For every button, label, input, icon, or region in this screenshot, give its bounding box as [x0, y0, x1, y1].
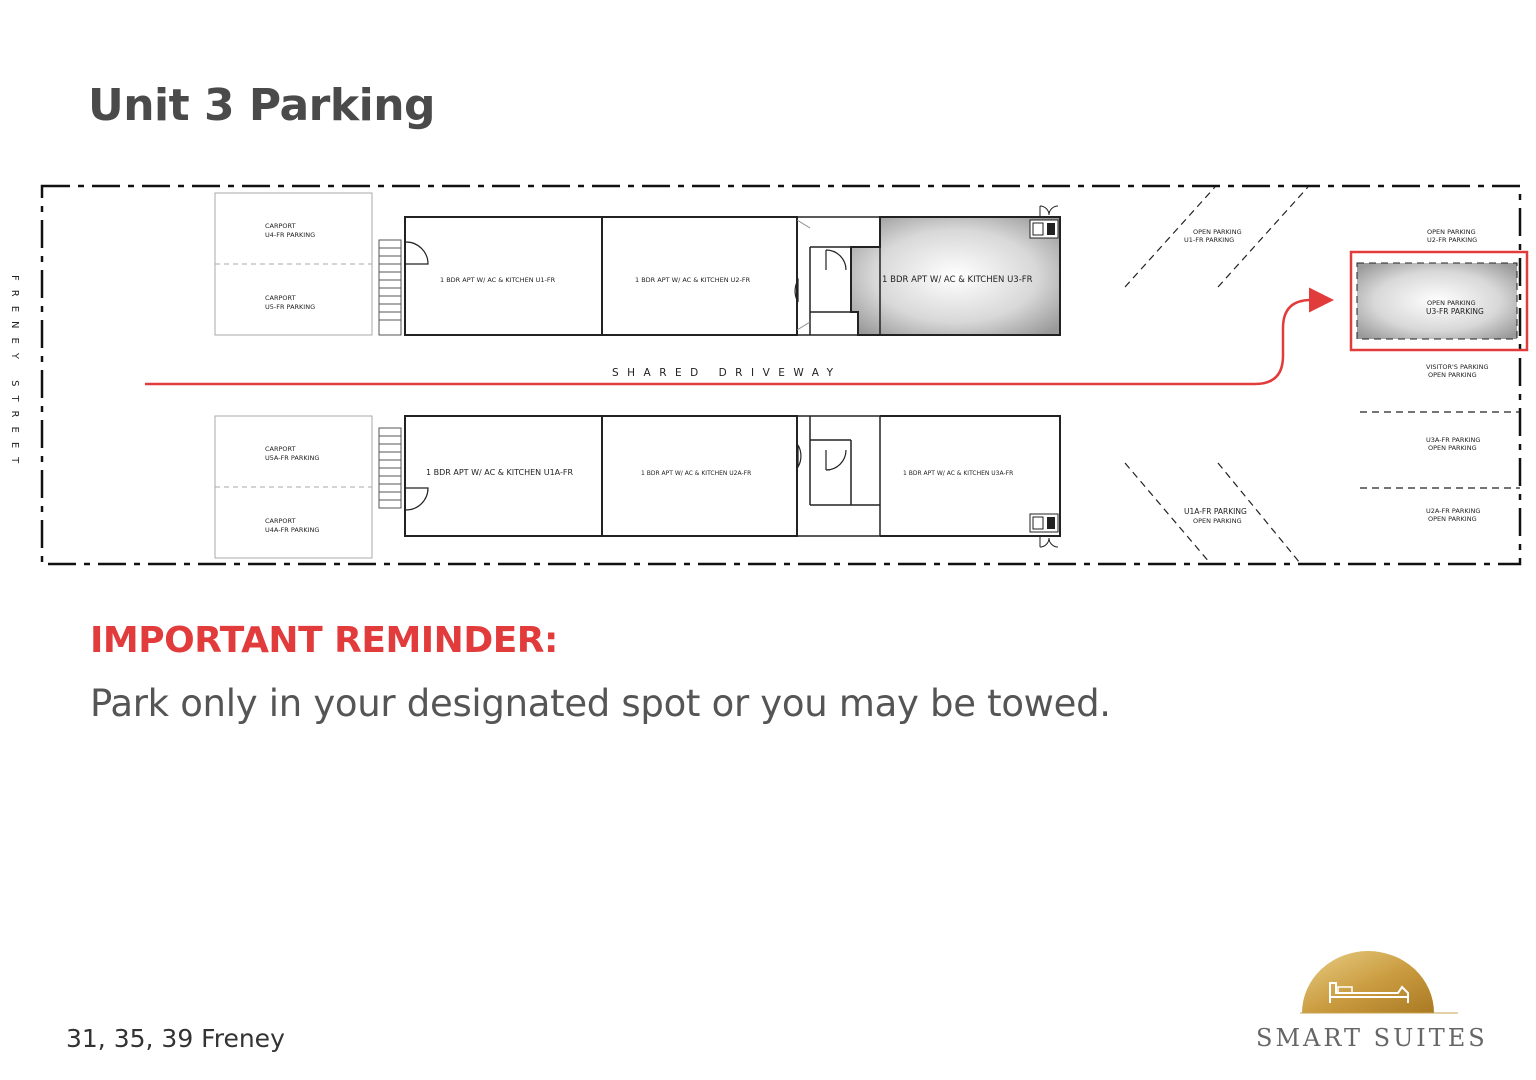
parking-visitor-line2: OPEN PARKING [1428, 371, 1477, 379]
stairs-top [379, 240, 401, 335]
carport-u4a-line1: CARPORT [265, 517, 296, 525]
carport-u5-line2: U5-FR PARKING [265, 303, 316, 311]
parking-u2a-line2: OPEN PARKING [1428, 515, 1477, 523]
unit-u1-label: 1 BDR APT W/ AC & KITCHEN U1-FR [440, 276, 556, 284]
parking-u3-line1: OPEN PARKING [1427, 299, 1476, 307]
parking-u1a-line2: OPEN PARKING [1193, 517, 1242, 525]
carport-u4a-line2: U4A-FR PARKING [265, 526, 320, 534]
unit-u3a-label: 1 BDR APT W/ AC & KITCHEN U3A-FR [903, 470, 1014, 477]
site-plan [0, 170, 1536, 580]
building-bottom [405, 416, 1060, 547]
unit-u2-label: 1 BDR APT W/ AC & KITCHEN U2-FR [635, 276, 751, 284]
page-title: Unit 3 Parking [88, 80, 436, 131]
driveway-label: SHARED DRIVEWAY [612, 367, 842, 379]
carport-bottom [215, 416, 372, 558]
carport-top [215, 193, 372, 335]
unit-u3-label: 1 BDR APT W/ AC & KITCHEN U3-FR [882, 275, 1033, 285]
street-label: FRENEY STREET [9, 275, 20, 473]
brand-name: SMART SUITES [1256, 1024, 1488, 1052]
unit-u2a-label: 1 BDR APT W/ AC & KITCHEN U2A-FR [641, 470, 752, 477]
carport-u4-line2: U4-FR PARKING [265, 231, 316, 239]
reminder-heading: IMPORTANT REMINDER: [90, 620, 558, 661]
parking-u2a-line1: U2A-FR PARKING [1426, 507, 1481, 515]
parking-u3a-line2: OPEN PARKING [1428, 444, 1477, 452]
carport-u4-line1: CARPORT [265, 222, 296, 230]
parking-visitor-line1: VISITOR'S PARKING [1426, 363, 1489, 371]
parking-u2-line1: OPEN PARKING [1427, 228, 1476, 236]
parking-u3a-line1: U3A-FR PARKING [1426, 436, 1481, 444]
parking-u1a-line1: U1A-FR PARKING [1184, 507, 1247, 516]
carport-u5-line1: CARPORT [265, 294, 296, 302]
unit-u1a-label: 1 BDR APT W/ AC & KITCHEN U1A-FR [426, 468, 573, 477]
building-top [405, 206, 1060, 335]
reminder-message: Park only in your designated spot or you may be towed. [90, 682, 1111, 725]
property-address: 31, 35, 39 Freney [66, 1024, 285, 1053]
carport-u5a-line2: U5A-FR PARKING [265, 454, 320, 462]
parking-u2-line2: U2-FR PARKING [1427, 236, 1478, 244]
carport-u5a-line1: CARPORT [265, 445, 296, 453]
stairs-bottom [379, 428, 401, 508]
parking-u1-line1: OPEN PARKING [1193, 228, 1242, 236]
parking-u3-line2: U3-FR PARKING [1426, 307, 1484, 316]
parking-u1-line2: U1-FR PARKING [1184, 236, 1235, 244]
